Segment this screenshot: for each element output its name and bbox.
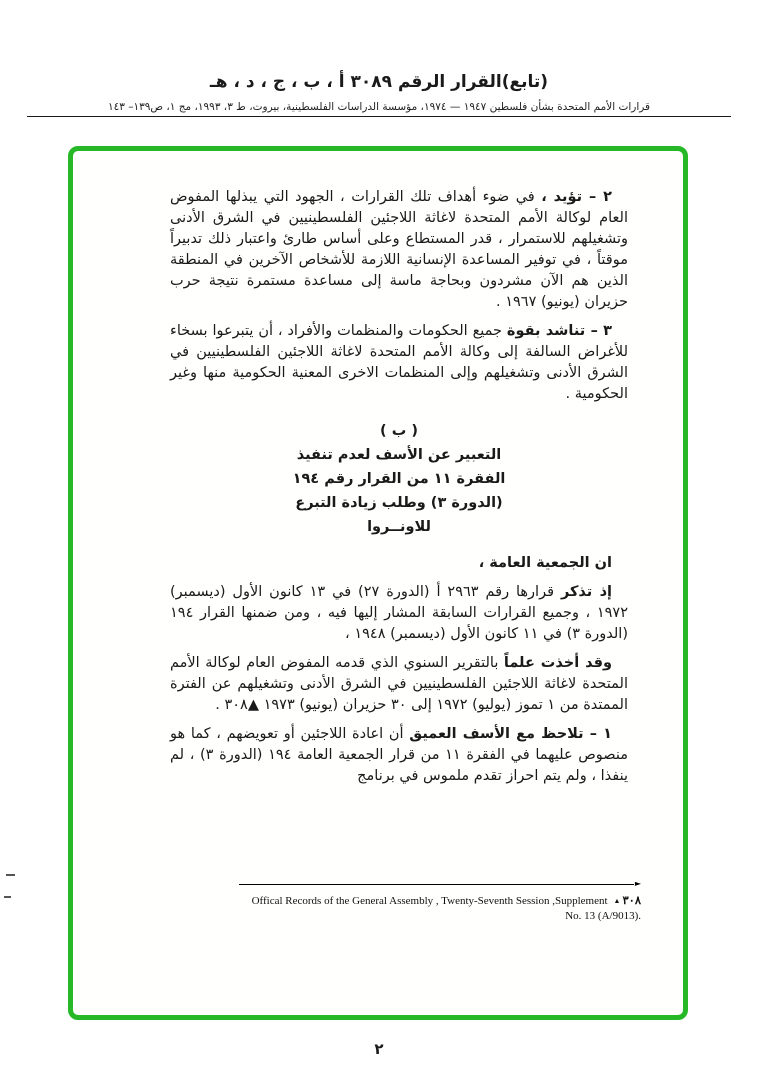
official-records-text: Offical Records of the General Assembly , Twenty-Seventh Session ,Supplement — [251, 895, 608, 907]
paragraph-lead: وقد أخذت علماً — [503, 655, 612, 671]
section-heading-line: الفقرة ١١ من القرار رقم ١٩٤ — [292, 471, 506, 487]
paragraph — [170, 187, 628, 313]
paragraph — [170, 321, 628, 405]
paragraph-lead: إذ تذكر — [560, 584, 612, 600]
section-heading-line: (الدورة ٣) وطلب زيادة التبرع — [295, 495, 503, 511]
resolution-title: (تابع)القرار الرقم ٣٠٨٩ أ ، ب ، ج ، د ، هـ — [209, 72, 549, 92]
document-body — [170, 187, 628, 795]
paragraph-text: جميع الحكومات والمنظمات والأفراد ، أن يتبرعوا بسخاء للأغراض السالفة إلى وكالة الأمم المتحدة لاغاثة اللاجئين الفلسطينيين في الشرق الأدنى وتشغيلهم وإلى المنظمات الاخرى المعنية الحكومية منها وغير الحكومية . — [170, 323, 628, 402]
paragraph-text: قرارها رقم ٢٩٦٣ أ (الدورة ٢٧) في ١٣ كانون الأول (ديسمبر) ١٩٧٢ ، وجميع القرارات السابقة المشار إليها فيه ، ومن ضمنها القرار ١٩٤ (الدورة ٣) في ١١ كانون الأول (ديسمبر) ١٩٤٨ ، — [170, 584, 628, 642]
paragraph-lead: ٢ – تؤيد ، — [541, 189, 612, 205]
paragraph-lead: ١ – تلاحظ مع الأسف العميق — [409, 726, 612, 742]
scan-artifact — [4, 896, 11, 898]
paragraph-text: أن اعادة اللاجئين أو تعويضهم ، كما هو منصوص عليهما في الفقرة ١١ من قرار الجمعية العامة ١٩٤ (الدورة ٣) ، لم ينفذا ، ولم يتم احراز تقدم ملموس في برنامج — [170, 726, 628, 784]
footnote-triangle-icon: ▲ — [613, 897, 621, 905]
scanned-page-frame — [68, 146, 688, 1020]
header-divider — [27, 116, 732, 117]
page-header — [0, 72, 758, 117]
paragraph-text: في ضوء أهداف تلك القرارات ، الجهود التي يبذلها المفوض العام لوكالة الأمم المتحدة لاغاثة اللاجئين الفلسطينيين في الشرق الأدنى وتشغيلهم للاستمرار ، قدر المستطاع وعلى أساس طارئ واعتبار ذلك تدبيراً موقتاً ، في توفير المساعدة الإنسانية اللازمة للأشخاص الآخرين في المنطقة الذين هم الآن مشردون وبحاجة ماسة إلى مساعدة مستمرة نتيجة حرب حزيران (يونيو) ١٩٦٧ . — [170, 189, 628, 310]
paragraph-text: بالتقرير السنوي الذي قدمه المفوض العام لوكالة الأمم المتحدة لاغاثة اللاجئين الفلسطينيين في الشرق الأدنى وتشغيلهم عن الفترة الممتدة من ١ تموز (يوليو) ١٩٧٢ إلى ٣٠ حزيران (يونيو) ١٩٧٣ ▲٣٠٨ . — [170, 655, 628, 713]
divider-line — [239, 884, 634, 885]
footnote-divider — [239, 879, 641, 889]
preamble-intro: ان الجمعية العامة ، — [478, 555, 612, 571]
paragraph — [170, 724, 628, 787]
page-number: ٢ — [374, 1040, 384, 1058]
paragraph-lead: ٣ – تناشد بقوة — [506, 323, 613, 339]
footnote-number: ٣٠٨ — [622, 895, 641, 907]
section-heading-line: ( ب ) — [380, 423, 418, 439]
scan-artifact — [6, 874, 15, 876]
arrow-right-icon: ► — [634, 879, 641, 888]
section-heading-line: للاونــروا — [367, 519, 431, 535]
source-citation: قرارات الأمم المتحدة بشأن فلسطين ١٩٤٧ — ١٩٧٤، مؤسسة الدراسات الفلسطينية، بيروت، ط ٣، ١٩٩٣، مج ١، ص١٣٩– ١٤٣ — [107, 101, 651, 113]
paragraph — [170, 582, 628, 645]
paragraph — [170, 653, 628, 716]
official-records-line — [239, 893, 641, 907]
document-number: No. 13 (A/9013). — [565, 910, 641, 922]
section-heading — [170, 419, 628, 539]
section-heading-line: التعبير عن الأسف لعدم تنفيذ — [296, 447, 502, 463]
reference-footer — [239, 879, 641, 922]
